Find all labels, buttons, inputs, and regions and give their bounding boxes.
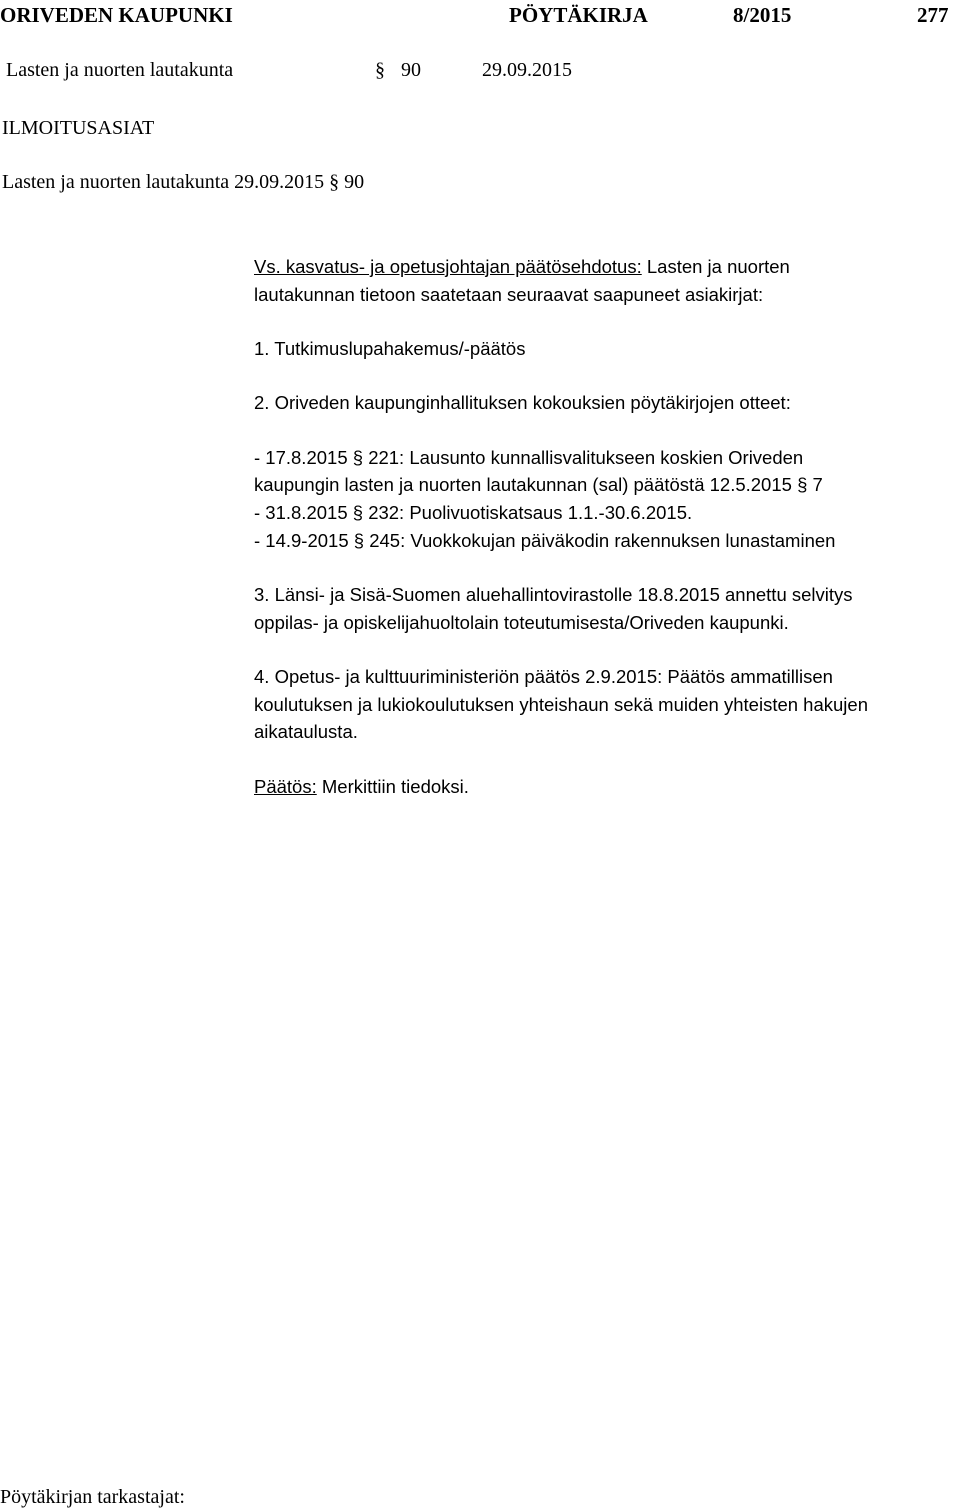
decision-text: Merkittiin tiedoksi. [321, 776, 469, 797]
sub-item-3-text: 245: Vuokkokujan päiväkodin rakennuksen lunastaminen [369, 530, 836, 551]
section-mark: § [352, 502, 364, 523]
org-name: ORIVEDEN KAUPUNKI [0, 3, 233, 27]
proposal-line1 [254, 256, 790, 278]
sub-item-3 [254, 530, 835, 552]
page-number: 277 [917, 3, 949, 27]
item-3-line2: oppilas- ja opiskelijahuoltolain toteutumisesta/Oriveden kaupunki. [254, 612, 789, 633]
meeting-date: 29.09.2015 [482, 59, 572, 81]
decision-label: Päätös: [254, 776, 317, 797]
proposal-label: Vs. kasvatus- ja opetusjohtajan päätösehdotus: [254, 256, 642, 277]
item-1: 1. Tutkimuslupahakemus/-päätös [254, 338, 526, 359]
section-mark: § [352, 447, 364, 468]
sub-item-2-text: 232: Puolivuotiskatsaus 1.1.-30.6.2015. [368, 502, 693, 523]
signers-label: Pöytäkirjan tarkastajat: [0, 1486, 185, 1508]
section-mark: § [375, 59, 385, 81]
sub-item-1-text-cont: kaupungin lasten ja nuorten lautakunnan (sal) päätöstä 12.5.2015 [254, 474, 792, 495]
decision [254, 776, 469, 798]
item-3-line1: 3. Länsi- ja Sisä-Suomen aluehallintovirastolle 18.8.2015 annettu selvitys [254, 584, 853, 605]
history-text: Lasten ja nuorten lautakunta 29.09.2015 [2, 171, 325, 193]
item-4-line2: koulutuksen ja lukiokoulutuksen yhteishaun sekä muiden yhteisten hakujen [254, 694, 868, 715]
sub-item-3-date: - 14.9-2015 [254, 530, 349, 551]
history-line [2, 171, 364, 194]
section-mark: § [353, 530, 365, 551]
sub-item-1-line1 [254, 447, 803, 469]
doc-number: 8/2015 [733, 3, 792, 27]
meeting-body: Lasten ja nuorten lautakunta [6, 59, 234, 81]
topic-title: ILMOITUSASIAT [2, 117, 155, 139]
history-section-mark: § [329, 171, 340, 193]
item-2: 2. Oriveden kaupunginhallituksen kokouksien pöytäkirjojen otteet: [254, 392, 791, 413]
sub-item-2-date: - 31.8.2015 [254, 502, 348, 523]
sub-item-1-text: 221: Lausunto kunnallisvalitukseen koskien Oriveden [368, 447, 804, 468]
history-section-number: 90 [344, 171, 365, 193]
sub-item-2 [254, 502, 692, 524]
doc-type: PÖYTÄKIRJA [509, 3, 648, 27]
section-mark: § [797, 474, 808, 495]
proposal-text-1: Lasten ja nuorten [646, 256, 790, 277]
sub-item-1-date: - 17.8.2015 [254, 447, 348, 468]
proposal-line2: lautakunnan tietoon saatetaan seuraavat saapuneet asiakirjat: [254, 284, 764, 305]
item-4-line1: 4. Opetus- ja kulttuuriministeriön päätös 2.9.2015: Päätös ammatillisen [254, 666, 833, 687]
sub-item-1-section-no: 7 [812, 474, 823, 495]
section-number: 90 [401, 59, 421, 81]
item-4-line3: aikataulusta. [254, 721, 358, 742]
sub-item-1-line2 [254, 474, 823, 496]
